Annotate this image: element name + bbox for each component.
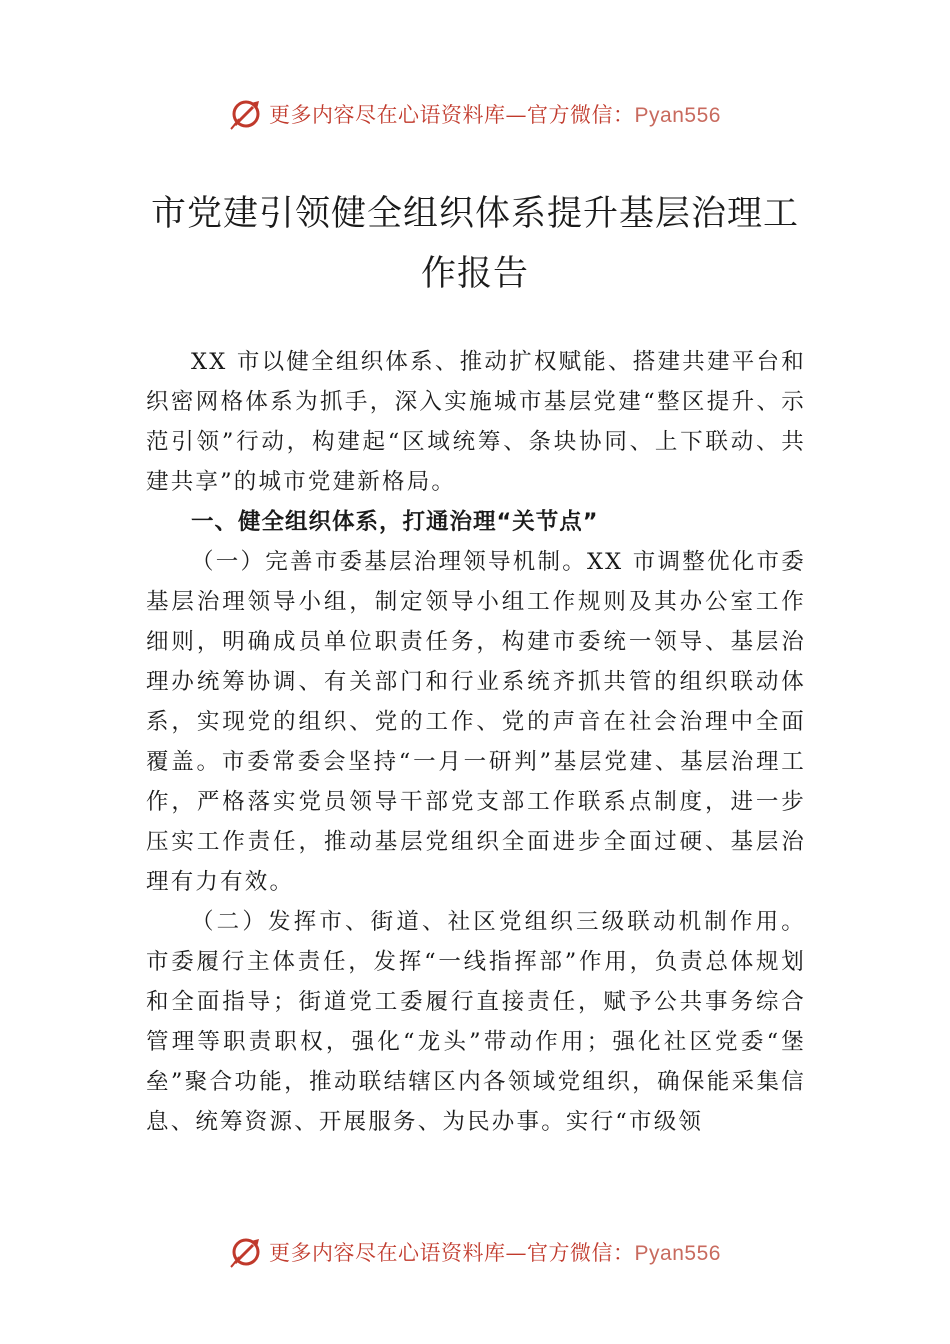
title-line-1: 市党建引领健全组织体系提升基层治理工 <box>150 194 799 234</box>
paragraph-1-lead: （一）完善市委基层治理领导机制。 <box>191 549 587 575</box>
pen-logo-icon <box>229 1235 263 1269</box>
banner-text: 更多内容尽在心语资料库—官方微信：Pyan556 <box>269 1241 721 1265</box>
wechat-id: Pyan556 <box>634 104 721 127</box>
paragraph-1 <box>146 542 806 902</box>
section-heading: 一、健全组织体系，打通治理“关节点” <box>191 509 599 535</box>
title-line-2: 作报告 <box>420 254 529 294</box>
document-body <box>146 342 806 1142</box>
wechat-id: Pyan556 <box>634 1242 721 1265</box>
banner-text: 更多内容尽在心语资料库—官方微信：Pyan556 <box>269 103 721 127</box>
paragraph-2-body: 市委履行主体责任，发挥“一线指挥部”作用，负责总体规划和全面指导；街道党工委履行直接责任，赋予公共事务综合管理等职责职权，强化“龙头”带动作用；强化社区党委“堡垒”聚合功能，推动联结辖区内各领域党组织，确保能采集信息、统筹资源、开展服务、为民办事。实行“市级领 <box>146 949 806 1135</box>
document-title <box>145 184 805 304</box>
paragraph-2 <box>146 902 806 1142</box>
footer-banner <box>0 1232 950 1272</box>
paragraph-2-lead: （二）发挥市、街道、社区党组织三级联动机制作用。 <box>191 909 806 935</box>
paragraph-1-body: XX 市调整优化市委基层治理领导小组，制定领导小组工作规则及其办公室工作细则，明确成员单位职责任务，构建市委统一领导、基层治理办统筹协调、有关部门和行业系统齐抓共管的组织联动体系，实现党的组织、党的工作、党的声音在社会治理中全面覆盖。市委常委会坚持“一月一研判”基层党建、基层治理工作，严格落实党员领导干部党支部工作联系点制度，进一步压实工作责任，推动基层党组织全面进步全面过硬、基层治理有力有效。 <box>146 549 806 895</box>
pen-logo-icon <box>229 97 263 131</box>
header-banner <box>0 94 950 134</box>
intro-paragraph: XX 市以健全组织体系、推动扩权赋能、搭建共建平台和织密网格体系为抓手，深入实施城市基层党建“整区提升、示范引领”行动，构建起“区域统筹、条块协同、上下联动、共建共享”的城市党建新格局。 <box>146 349 806 495</box>
